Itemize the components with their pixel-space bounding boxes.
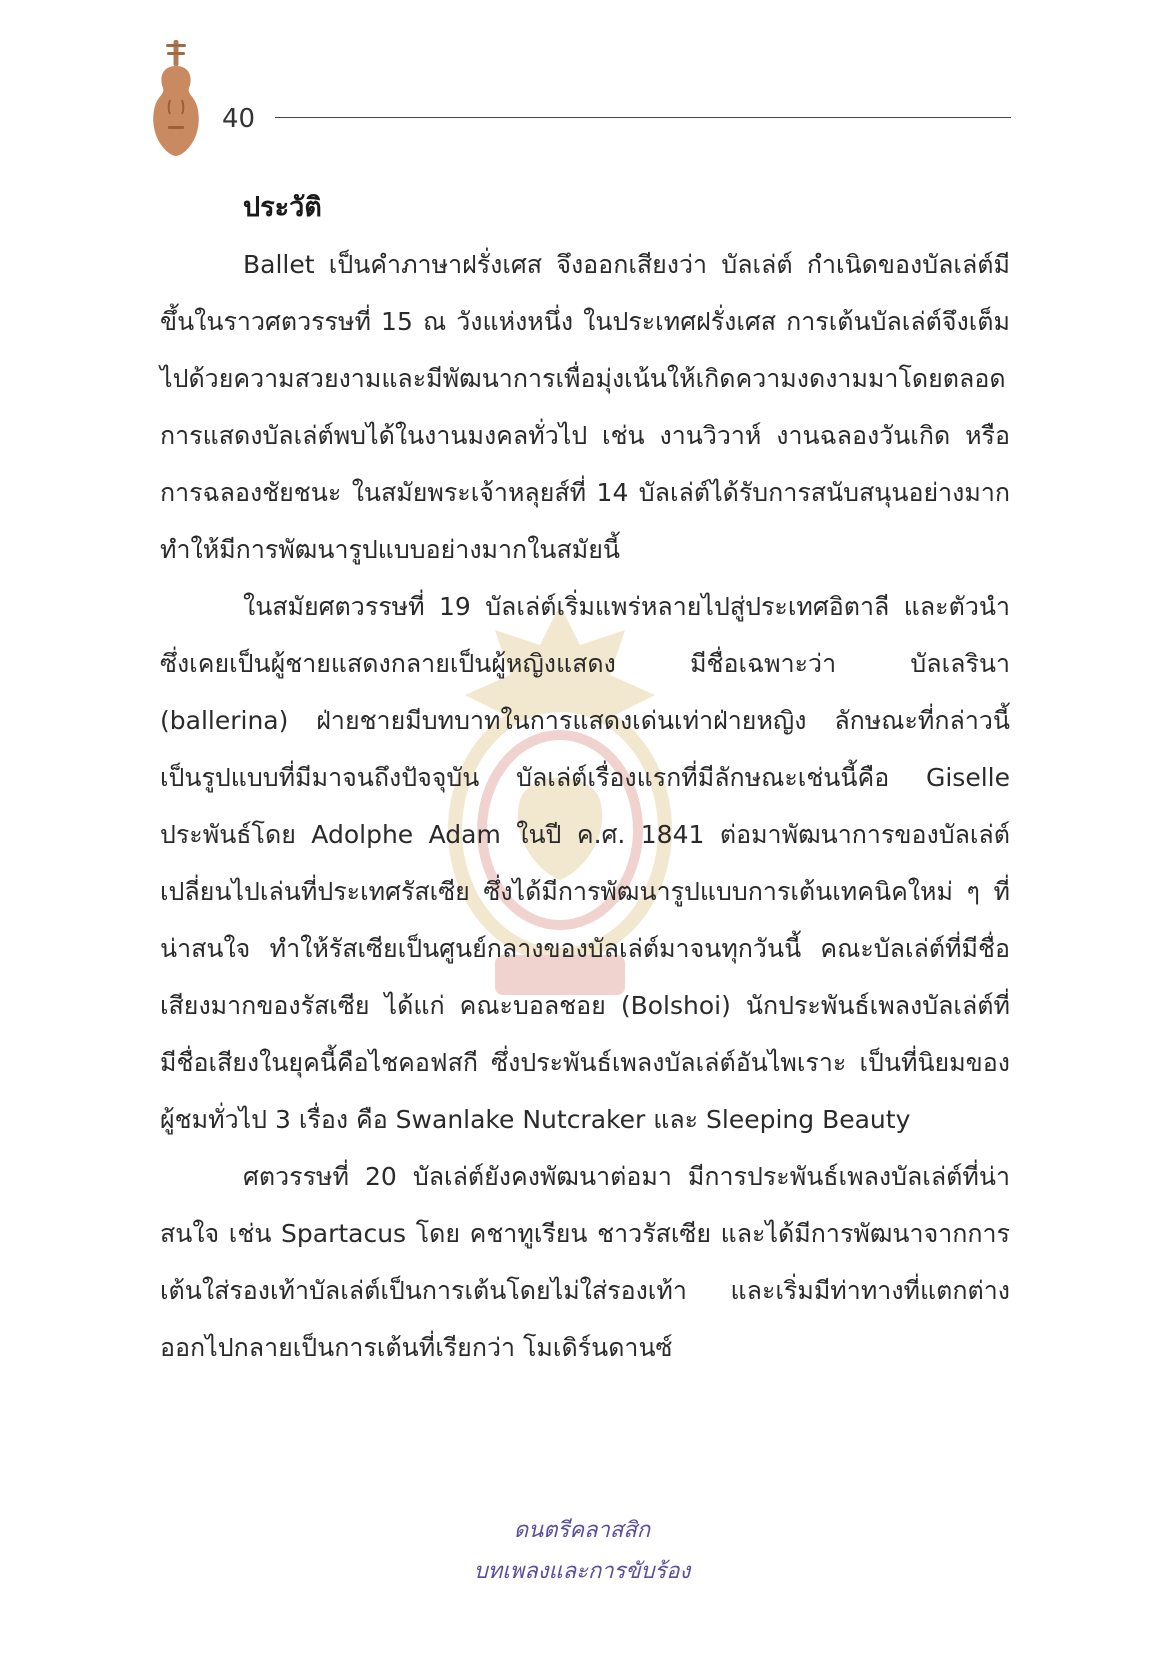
footer-title: ดนตรีคลาสสิก: [513, 1518, 651, 1543]
paragraph: ในสมัยศตวรรษที่ 19 บัลเล่ต์เริ่มแพร่หลายไปสู่ประเทศอิตาลี และตัวนำซึ่งเคยเป็นผู้ชายแสดงกลายเป็นผู้หญิงแสดง มีชื่อเฉพาะว่า บัลเลรินา (ballerina) ฝ่ายชายมีบทบาทในการแสดงเด่นเท่าฝ่ายหญิง ลักษณะที่กล่าวนี้เป็นรูปแบบที่มีมาจนถึงปัจจุบัน บัลเล่ต์เรื่องแรกที่มีลักษณะเช่นนี้คือ Giselle ประพันธ์โดย Adolphe Adam ในปี ค.ศ. 1841 ต่อมาพัฒนาการของบัลเล่ต์เปลี่ยนไปเล่นที่ประเทศรัสเซีย ซึ่งได้มีการพัฒนารูปแบบการเต้นเทคนิคใหม่ ๆ ที่น่าสนใจ ทำให้รัสเซียเป็นศูนย์กลางของบัลเล่ต์มาจนทุกวันนี้ คณะบัลเล่ต์ที่มีชื่อเสียงมากของรัสเซีย ได้แก่ คณะบอลชอย (Bolshoi) นักประพันธ์เพลงบัลเล่ต์ที่มีชื่อเสียงในยุคนี้คือไชคอฟสกี ซึ่งประพันธ์เพลงบัลเล่ต์อันไพเราะ เป็นที่นิยมของผู้ชมทั่วไป 3 เรื่อง คือ Swanlake Nutcraker และ Sleeping Beauty: [160, 592, 1010, 1134]
section-title: ประวัติ: [243, 192, 322, 223]
header-rule: [275, 117, 1011, 118]
body-text: [160, 236, 1010, 1376]
footer-subtitle: บทเพลงและการขับร้อง: [473, 1559, 691, 1584]
page-number: 40: [222, 104, 256, 134]
violin-icon: [150, 38, 202, 162]
paragraph: Ballet เป็นคำภาษาฝรั่งเศส จึงออกเสียงว่า บัลเล่ต์ กำเนิดของบัลเล่ต์มีขึ้นในราวศตวรรษที่ 15 ณ วังแห่งหนึ่ง ในประเทศฝรั่งเศส การเต้นบัลเล่ต์จึงเต็มไปด้วยความสวยงามและมีพัฒนาการเพื่อมุ่งเน้นให้เกิดความงดงามมาโดยตลอด การแสดงบัลเล่ต์พบได้ในงานมงคลทั่วไป เช่น งานวิวาห์ งานฉลองวันเกิด หรือการฉลองชัยชนะ ในสมัยพระเจ้าหลุยส์ที่ 14 บัลเล่ต์ได้รับการสนับสนุนอย่างมาก ทำให้มีการพัฒนารูปแบบอย่างมากในสมัยนี้: [160, 250, 1010, 564]
paragraph: ศตวรรษที่ 20 บัลเล่ต์ยังคงพัฒนาต่อมา มีการประพันธ์เพลงบัลเล่ต์ที่น่าสนใจ เช่น Spartacus โดย คชาทูเรียน ชาวรัสเซีย และได้มีการพัฒนาจากการเต้นใส่รองเท้าบัลเล่ต์เป็นการเต้นโดยไม่ใส่รองเท้า และเริ่มมีท่าทางที่แตกต่างออกไปกลายเป็นการเต้นที่เรียกว่า โมเดิร์นดานซ์: [160, 1162, 1010, 1362]
